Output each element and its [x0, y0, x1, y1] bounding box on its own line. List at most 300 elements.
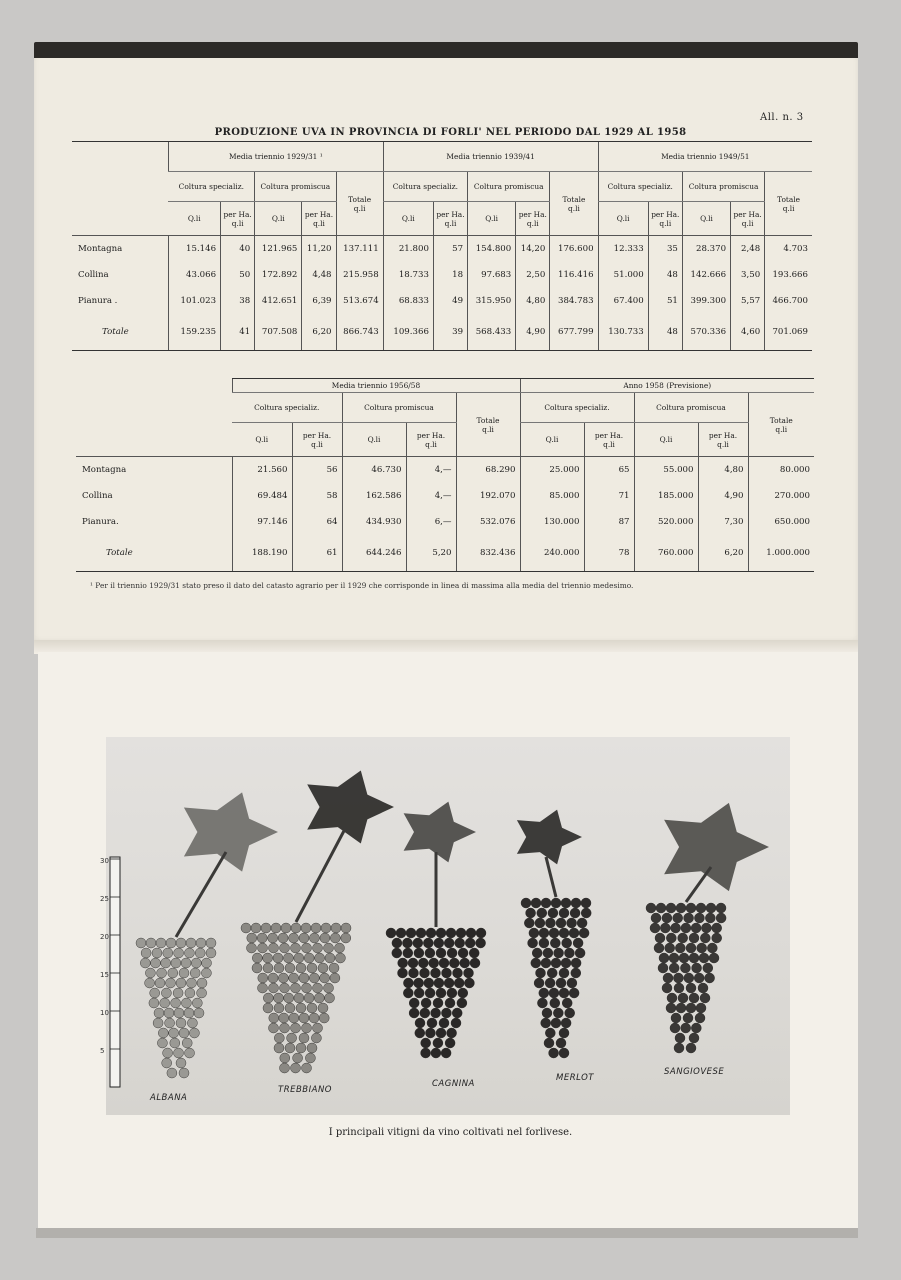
vine-leaf: [664, 803, 769, 891]
grape-berry: [662, 983, 672, 993]
grape-berry: [670, 1023, 680, 1033]
grape-berry: [289, 973, 299, 983]
grape-berry: [454, 978, 464, 988]
table-cell: 466.700: [765, 288, 812, 314]
grape-berry: [559, 928, 569, 938]
table-cell: 39: [433, 314, 467, 351]
grape-berry: [534, 978, 544, 988]
grape-berry: [302, 1023, 312, 1033]
grape-berry: [667, 993, 677, 1003]
grape-berry: [444, 978, 454, 988]
grape-berry: [681, 1023, 691, 1033]
table-cell: 49: [433, 288, 467, 314]
grape-berry: [251, 923, 261, 933]
table2-p2-spec: Coltura specializ.: [520, 393, 634, 423]
table-cell: 121.965: [255, 236, 302, 263]
grape-berry: [686, 903, 696, 913]
grape-berry: [263, 963, 273, 973]
grape-berry: [281, 923, 291, 933]
grape-berry: [409, 968, 419, 978]
grape-berry: [456, 928, 466, 938]
grape-berry: [278, 973, 288, 983]
table1-col-perha: per Ha. q.li: [302, 202, 336, 236]
grape-berry: [567, 978, 577, 988]
grape-berry: [545, 918, 555, 928]
table-cell: 11,20: [302, 236, 336, 263]
grape-berry: [165, 1018, 175, 1028]
grape-berry: [671, 923, 681, 933]
vine-leaf: [184, 792, 278, 871]
grape-berry: [170, 1038, 180, 1048]
grape-berry: [547, 968, 557, 978]
grape-berry: [291, 1023, 301, 1033]
grape-berry: [676, 903, 686, 913]
table-cell: 48: [648, 314, 682, 351]
grape-berry: [309, 933, 319, 943]
grape-berry: [434, 978, 444, 988]
grape-berry: [570, 908, 580, 918]
grape-berry: [197, 988, 207, 998]
table-cell: 6,20: [302, 314, 336, 351]
grape-berry: [684, 973, 694, 983]
grape-berry: [280, 983, 290, 993]
grape-berry: [427, 1018, 437, 1028]
grape-stem: [686, 867, 711, 902]
grape-berry: [541, 898, 551, 908]
grape-berry: [263, 1003, 273, 1013]
grape-berry: [689, 953, 699, 963]
table-cell: 130.733: [598, 314, 648, 351]
grape-berry: [554, 948, 564, 958]
grape-berry: [268, 933, 278, 943]
grape-berry: [304, 953, 314, 963]
table1-col-perha: per Ha. q.li: [516, 202, 550, 236]
table1-row-label: Collina: [78, 270, 109, 280]
variety-label-albana: ALBANA: [150, 1093, 188, 1103]
grape-berry: [273, 953, 283, 963]
table-cell: 5,20: [406, 535, 456, 572]
grape-photo-illustration: [100, 737, 790, 1115]
grape-berry: [439, 958, 449, 968]
table1-col-ql: Q.li: [682, 202, 730, 236]
grape-berry: [420, 1008, 430, 1018]
table-row: [76, 535, 814, 572]
grape-berry: [659, 953, 669, 963]
grape-berry: [162, 1058, 172, 1068]
grape-berry: [280, 943, 290, 953]
grape-berry: [528, 938, 538, 948]
grape-berry: [673, 913, 683, 923]
table-cell: 570.336: [682, 314, 730, 351]
grape-berry: [544, 1038, 554, 1048]
grape-berry: [156, 938, 166, 948]
grape-berry: [269, 1013, 279, 1023]
grape-berry: [445, 998, 455, 1008]
grape-berry: [314, 993, 324, 1003]
table-cell: 315.950: [468, 288, 516, 314]
grape-berry: [196, 938, 206, 948]
grape-berry: [695, 1013, 705, 1023]
table1-p3-totale: Totale q.li: [765, 172, 812, 236]
grape-berry: [173, 988, 183, 998]
table-cell: 58: [292, 483, 342, 509]
table2-p2-totale: Totale q.li: [748, 393, 814, 457]
table-cell: 4,80: [698, 457, 748, 484]
grape-stem: [176, 852, 226, 937]
grape-berry: [539, 928, 549, 938]
grape-berry: [654, 943, 664, 953]
production-table-1929-1951: [72, 141, 812, 351]
document-title: PRODUZIONE UVA IN PROVINCIA DI FORLI' NEL PERIODO DAL 1929 AL 1958: [214, 127, 687, 138]
table-cell: 6,—: [406, 509, 456, 535]
grape-berry: [296, 1003, 306, 1013]
grape-berry: [434, 938, 444, 948]
table-row: [76, 457, 814, 484]
grape-berry: [414, 948, 424, 958]
table-cell: 109.366: [383, 314, 433, 351]
table-cell: 41: [221, 314, 255, 351]
grape-berry: [464, 978, 474, 988]
table-cell: 65: [584, 457, 634, 484]
table-cell: 568.433: [468, 314, 516, 351]
grape-berry: [331, 923, 341, 933]
grape-berry: [689, 933, 699, 943]
grape-berry: [447, 1028, 457, 1038]
grape-berry: [569, 928, 579, 938]
table-cell: 56: [292, 457, 342, 484]
table-cell: 51.000: [598, 262, 648, 288]
grape-berry: [550, 938, 560, 948]
table2-row-label: Totale: [76, 535, 232, 572]
grape-berry: [168, 968, 178, 978]
grape-berry: [565, 1008, 575, 1018]
grape-berry: [460, 958, 470, 968]
grape-berry: [174, 1048, 184, 1058]
grape-berry: [184, 948, 194, 958]
table2-period-1: Media triennio 1956/58: [232, 379, 520, 393]
grape-berry: [571, 968, 581, 978]
grape-berry: [289, 933, 299, 943]
table1-col-ql: Q.li: [255, 202, 302, 236]
grape-berry: [697, 943, 707, 953]
grape-berry: [705, 913, 715, 923]
grape-berry: [696, 903, 706, 913]
grape-berry: [291, 1063, 301, 1073]
grape-berry: [335, 943, 345, 953]
grape-berry: [278, 933, 288, 943]
grape-berry: [335, 953, 345, 963]
table-cell: 513.674: [336, 288, 383, 314]
table-cell: 532.076: [456, 509, 520, 535]
table-footnote: ¹ Per il triennio 1929/31 stato preso il dato del catasto agrario per il 1929 che corrisponde in linea di massima alla media del triennio medesimo.: [90, 581, 634, 590]
table-cell: 159.235: [168, 314, 220, 351]
grape-varieties-photo: [100, 737, 790, 1115]
table1-col-perha: per Ha. q.li: [221, 202, 255, 236]
grape-berry: [536, 968, 546, 978]
grape-berry: [157, 968, 167, 978]
table1-p2-spec: Coltura specializ.: [383, 172, 467, 202]
grape-berry: [425, 988, 435, 998]
grape-berry: [263, 993, 273, 1003]
grape-berry: [561, 958, 571, 968]
table2-col-ql: Q.li: [232, 423, 292, 457]
grape-berry: [646, 903, 656, 913]
grape-berry: [436, 1028, 446, 1038]
table-cell: 2,50: [516, 262, 550, 288]
grape-berry: [289, 1013, 299, 1023]
ruler-mark-label: 25: [100, 895, 109, 903]
grape-berry: [284, 993, 294, 1003]
table1-col-ql: Q.li: [468, 202, 516, 236]
grape-berry: [452, 1008, 462, 1018]
grape-berry: [665, 943, 675, 953]
grape-berry: [571, 898, 581, 908]
table-cell: 4,60: [731, 314, 765, 351]
table1-row-label: Pianura .: [78, 296, 118, 306]
grape-berry: [436, 948, 446, 958]
grape-berry: [299, 933, 309, 943]
table-row: [76, 509, 814, 535]
grape-berry: [187, 1018, 197, 1028]
grape-berry: [561, 898, 571, 908]
grape-berry: [184, 1008, 194, 1018]
grape-berry: [700, 993, 710, 1003]
grape-berry: [476, 928, 486, 938]
grape-berry: [307, 963, 317, 973]
grape-berry: [296, 1043, 306, 1053]
grape-berry: [408, 958, 418, 968]
grape-berry: [269, 1023, 279, 1033]
page-edge-shadow: [36, 1228, 858, 1238]
grape-berry: [669, 953, 679, 963]
grape-berry: [258, 943, 268, 953]
table-cell: 192.070: [456, 483, 520, 509]
table-cell: 25.000: [520, 457, 584, 484]
grape-berry: [686, 943, 696, 953]
grape-berry: [299, 1013, 309, 1023]
grape-berry: [392, 938, 402, 948]
grape-berry: [302, 943, 312, 953]
grape-berry: [149, 998, 159, 1008]
grape-berry: [559, 968, 569, 978]
grape-berry: [686, 1003, 696, 1013]
grape-berry: [684, 913, 694, 923]
grape-berry: [274, 1033, 284, 1043]
table-cell: 85.000: [520, 483, 584, 509]
grape-berry: [453, 968, 463, 978]
table1-p1-prom: Coltura promiscua: [255, 172, 336, 202]
grape-berry: [416, 928, 426, 938]
grape-berry: [261, 923, 271, 933]
grape-berry: [241, 923, 251, 933]
grape-berry: [694, 913, 704, 923]
grape-berry: [176, 978, 186, 988]
table-cell: 240.000: [520, 535, 584, 572]
grape-berry: [324, 983, 334, 993]
grape-berry: [449, 958, 459, 968]
table-cell: 61: [292, 535, 342, 572]
grape-berry: [551, 898, 561, 908]
grape-berry: [691, 923, 701, 933]
table2-period-2: Anno 1958 (Previsione): [520, 379, 814, 393]
grape-berry: [194, 1008, 204, 1018]
grape-berry: [678, 933, 688, 943]
table-cell: 866.743: [336, 314, 383, 351]
grape-berry: [666, 933, 676, 943]
table-cell: 7,30: [698, 509, 748, 535]
grape-berry: [531, 898, 541, 908]
grape-berry: [155, 978, 165, 988]
table-cell: 15.146: [168, 236, 220, 263]
grape-berry: [191, 958, 201, 968]
grape-berry: [201, 968, 211, 978]
grape-berry: [386, 928, 396, 938]
grape-berry: [315, 953, 325, 963]
grape-berry: [403, 978, 413, 988]
grape-berry: [441, 1048, 451, 1058]
grape-berry: [330, 933, 340, 943]
grape-berry: [136, 938, 146, 948]
grape-berry: [161, 958, 171, 968]
grape-stem: [296, 827, 346, 922]
grape-berry: [686, 1043, 696, 1053]
grape-berry: [535, 918, 545, 928]
grape-berry: [465, 938, 475, 948]
grape-berry: [691, 1023, 701, 1033]
grape-berry: [559, 1048, 569, 1058]
grape-berry: [280, 1023, 290, 1033]
grape-berry: [663, 973, 673, 983]
grape-berry: [409, 998, 419, 1008]
table-row: [72, 236, 812, 263]
grape-berry: [398, 968, 408, 978]
grape-berry: [559, 988, 569, 998]
table1-p2-prom: Coltura promiscua: [468, 172, 550, 202]
table-cell: 193.666: [765, 262, 812, 288]
grape-berry: [174, 948, 184, 958]
table-cell: 6,39: [302, 288, 336, 314]
table-cell: 677.799: [550, 314, 598, 351]
grape-berry: [701, 923, 711, 933]
grape-berry: [258, 973, 268, 983]
grape-berry: [553, 1008, 563, 1018]
table-cell: 101.023: [168, 288, 220, 314]
table2-col-ql: Q.li: [342, 423, 406, 457]
grape-berry: [650, 923, 660, 933]
table-cell: 50: [221, 262, 255, 288]
grape-berry: [174, 1008, 184, 1018]
table2-p2-prom: Coltura promiscua: [634, 393, 748, 423]
ruler: [110, 857, 120, 1087]
grape-berry: [163, 948, 173, 958]
grape-berry: [263, 953, 273, 963]
grape-berry: [181, 958, 191, 968]
grape-berry: [414, 988, 424, 998]
grape-berry: [274, 1043, 284, 1053]
table2-col-perha: per Ha. q.li: [584, 423, 634, 457]
grape-berry: [712, 923, 722, 933]
table1-col-ql: Q.li: [598, 202, 648, 236]
grape-berry: [163, 1048, 173, 1058]
table-row: [72, 262, 812, 288]
grape-berry: [674, 983, 684, 993]
grape-berry: [274, 993, 284, 1003]
grape-berry: [192, 998, 202, 1008]
grape-berry: [431, 968, 441, 978]
table-cell: 4,90: [516, 314, 550, 351]
table-cell: 48: [648, 262, 682, 288]
grape-berry: [146, 938, 156, 948]
grape-berry: [469, 948, 479, 958]
table-cell: 520.000: [634, 509, 698, 535]
grape-berry: [680, 963, 690, 973]
grape-berry: [446, 928, 456, 938]
table-cell: 14,20: [516, 236, 550, 263]
table-row: [72, 314, 812, 351]
grape-berry: [325, 953, 335, 963]
grape-berry: [171, 998, 181, 1008]
grape-berry: [301, 923, 311, 933]
grape-berry: [321, 923, 331, 933]
grape-berry: [464, 968, 474, 978]
grape-berry: [291, 943, 301, 953]
grape-berry: [285, 1043, 295, 1053]
grape-berry: [699, 953, 709, 963]
table-cell: 650.000: [748, 509, 814, 535]
table2-p1-totale: Totale q.li: [456, 393, 520, 457]
grape-berry: [415, 1018, 425, 1028]
table1-p1-spec: Coltura specializ.: [168, 172, 254, 202]
grape-berry: [451, 1018, 461, 1028]
grape-berry: [549, 988, 559, 998]
table1-row-label: Montagna: [78, 244, 123, 254]
table1-col-perha: per Ha. q.li: [731, 202, 765, 236]
table-cell: 832.436: [456, 535, 520, 572]
table1-period-1: Media triennio 1929/31 ¹: [168, 142, 383, 172]
grape-berry: [206, 948, 216, 958]
grape-berry: [409, 1008, 419, 1018]
ruler-mark-label: 30: [100, 857, 109, 865]
grape-berry: [433, 1038, 443, 1048]
grape-berry: [145, 978, 155, 988]
grape-berry: [575, 948, 585, 958]
grape-berry: [164, 1008, 174, 1018]
table-cell: 3,50: [731, 262, 765, 288]
variety-label-cagnina: CAGNINA: [432, 1079, 475, 1089]
grape-berry: [689, 993, 699, 1003]
table-cell: 137.111: [336, 236, 383, 263]
grape-berry: [545, 1028, 555, 1038]
grape-berry: [656, 903, 666, 913]
grape-berry: [698, 983, 708, 993]
grape-berry: [567, 918, 577, 928]
grape-berry: [197, 978, 207, 988]
grape-berry: [179, 968, 189, 978]
table-cell: 21.560: [232, 457, 292, 484]
grape-berry: [311, 923, 321, 933]
variety-label-trebbiano: TREBBIANO: [278, 1085, 333, 1095]
grape-berry: [406, 928, 416, 938]
grape-berry: [403, 988, 413, 998]
grape-berry: [181, 998, 191, 1008]
table-cell: 68.833: [383, 288, 433, 314]
table-cell: 162.586: [342, 483, 406, 509]
table-cell: 28.370: [682, 236, 730, 263]
table1-col-ql: Q.li: [168, 202, 220, 236]
grape-berry: [549, 928, 559, 938]
table-cell: 2,48: [731, 236, 765, 263]
table-cell: 40: [221, 236, 255, 263]
